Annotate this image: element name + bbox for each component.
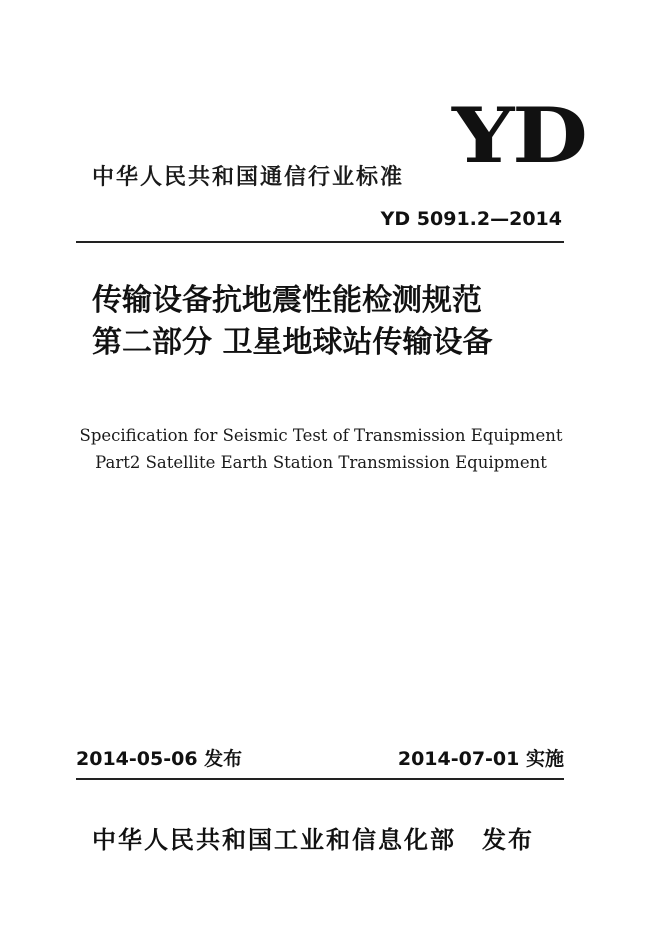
industry-standard-title: 中华人民共和国通信行业标准: [92, 165, 405, 190]
implementation-date: 2014-07-01 实施: [397, 748, 564, 770]
chinese-title: [92, 280, 492, 364]
top-divider: [76, 241, 564, 243]
yd-logo: YD: [452, 91, 586, 180]
issuer-line: [92, 820, 534, 855]
bottom-divider: [76, 778, 564, 780]
chinese-title-line-1: 传输设备抗地震性能检测规范: [92, 283, 482, 318]
chinese-title-line-2: 第二部分 卫星地球站传输设备: [92, 325, 493, 360]
english-title-line-2: Part2 Satellite Earth Station Transmission Equipment: [95, 453, 547, 472]
issuer-name: 中华人民共和国工业和信息化部: [92, 826, 456, 854]
standard-number: YD 5091.2—2014: [380, 208, 562, 230]
english-title-line-1: Specification for Seismic Test of Transmission Equipment: [79, 426, 563, 445]
issue-date: 2014-05-06 发布: [76, 748, 243, 770]
english-title: [76, 422, 566, 476]
issuer-action: 发布: [482, 826, 534, 854]
